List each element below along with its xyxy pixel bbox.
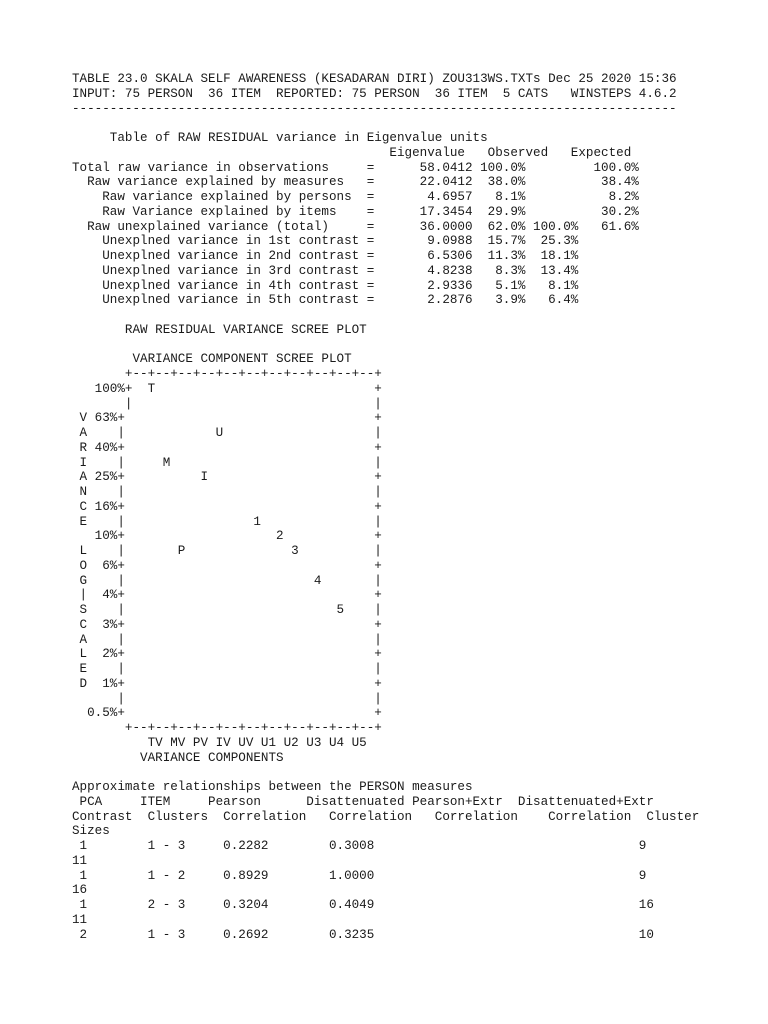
text-line: TABLE 23.0 SKALA SELF AWARENESS (KESADARAN DIRI) ZOU313WS.TXTs Dec 25 2020 15:36 bbox=[72, 72, 677, 86]
text-line: L | P 3 | bbox=[72, 544, 382, 558]
text-line: Total raw variance in observations = 58.0412 100.0% 100.0% bbox=[72, 160, 639, 175]
text-line: 2 1 - 3 0.2692 0.3235 10 bbox=[72, 927, 654, 942]
text-line: 0.5%+ + bbox=[72, 706, 382, 721]
text-line bbox=[72, 338, 762, 353]
text-line: C 3%+ + bbox=[72, 617, 382, 632]
text-line: 1 1 - 3 0.2282 0.3008 9 bbox=[72, 839, 647, 853]
text-line bbox=[72, 308, 762, 323]
text-line: Raw Variance explained by items = 17.3454 29.9% 30.2% bbox=[72, 204, 639, 219]
text-line: RAW RESIDUAL VARIANCE SCREE PLOT bbox=[72, 322, 367, 337]
text-line: O 6%+ + bbox=[72, 558, 382, 573]
text-line: I | M | bbox=[72, 455, 382, 470]
text-line: Raw variance explained by measures = 22.0412 38.0% 38.4% bbox=[72, 175, 639, 190]
text-line: E | 1 | bbox=[72, 514, 382, 529]
text-line bbox=[72, 765, 762, 780]
winsteps-table-output bbox=[72, 72, 762, 942]
text-line: PCA ITEM Pearson Disattenuated Pearson+Extr Disattenuated+Extr bbox=[72, 794, 654, 809]
text-line: V 63%+ + bbox=[72, 411, 382, 426]
text-line: S | 5 | bbox=[72, 603, 382, 617]
text-line: 16 bbox=[72, 883, 88, 898]
text-line: -------------------------------------------------------------------------------- bbox=[72, 101, 677, 116]
text-line: Raw variance explained by persons = 4.6957 8.1% 8.2% bbox=[72, 190, 639, 204]
text-line: A 25%+ I + bbox=[72, 470, 382, 485]
text-line: Unexplned variance in 4th contrast = 2.9336 5.1% 8.1% bbox=[72, 278, 579, 293]
text-line: C 16%+ + bbox=[72, 499, 382, 514]
text-line: 1 2 - 3 0.3204 0.4049 16 bbox=[72, 898, 654, 912]
text-line: N | | bbox=[72, 485, 382, 499]
text-line: | | bbox=[72, 691, 382, 706]
text-line: 1 1 - 2 0.8929 1.0000 9 bbox=[72, 868, 647, 883]
text-line: Unexplned variance in 3rd contrast = 4.8238 8.3% 13.4% bbox=[72, 263, 579, 278]
text-line: 10%+ 2 + bbox=[72, 529, 382, 544]
text-line bbox=[72, 116, 762, 131]
text-line: TV MV PV IV UV U1 U2 U3 U4 U5 bbox=[72, 735, 367, 750]
text-line: L 2%+ + bbox=[72, 647, 382, 662]
text-line: Sizes bbox=[72, 824, 110, 839]
text-line: G | 4 | bbox=[72, 573, 382, 588]
text-line: VARIANCE COMPONENTS bbox=[72, 750, 284, 765]
text-line: 11 bbox=[72, 912, 88, 927]
text-line: | | bbox=[72, 396, 382, 411]
text-line: Unexplned variance in 1st contrast = 9.0988 15.7% 25.3% bbox=[72, 234, 579, 249]
text-line: D 1%+ + bbox=[72, 676, 382, 691]
text-line: INPUT: 75 PERSON 36 ITEM REPORTED: 75 PERSON 36 ITEM 5 CATS WINSTEPS 4.6.2 bbox=[72, 86, 677, 101]
text-line: +--+--+--+--+--+--+--+--+--+--+--+ bbox=[72, 721, 382, 735]
text-line: Unexplned variance in 5th contrast = 2.2876 3.9% 6.4% bbox=[72, 293, 579, 308]
text-line: Unexplned variance in 2nd contrast = 6.5306 11.3% 18.1% bbox=[72, 249, 579, 263]
text-line: A | U | bbox=[72, 426, 382, 440]
text-line: Table of RAW RESIDUAL variance in Eigenvalue units bbox=[72, 131, 488, 145]
text-line: +--+--+--+--+--+--+--+--+--+--+--+ bbox=[72, 367, 382, 381]
text-line: A | | bbox=[72, 632, 382, 647]
text-line: E | | bbox=[72, 662, 382, 676]
text-line: Approximate relationships between the PERSON measures bbox=[72, 780, 473, 794]
text-line: 11 bbox=[72, 853, 88, 868]
text-line: Contrast Clusters Correlation Correlation Correlation Correlation Cluster bbox=[72, 809, 700, 824]
text-line: Eigenvalue Observed Expected bbox=[72, 145, 632, 160]
text-line: VARIANCE COMPONENT SCREE PLOT bbox=[72, 352, 352, 367]
text-line: R 40%+ + bbox=[72, 440, 382, 455]
text-line: 100%+ T + bbox=[72, 381, 382, 396]
text-line: | 4%+ + bbox=[72, 588, 382, 603]
text-line: Raw unexplained variance (total) = 36.0000 62.0% 100.0% 61.6% bbox=[72, 219, 639, 234]
